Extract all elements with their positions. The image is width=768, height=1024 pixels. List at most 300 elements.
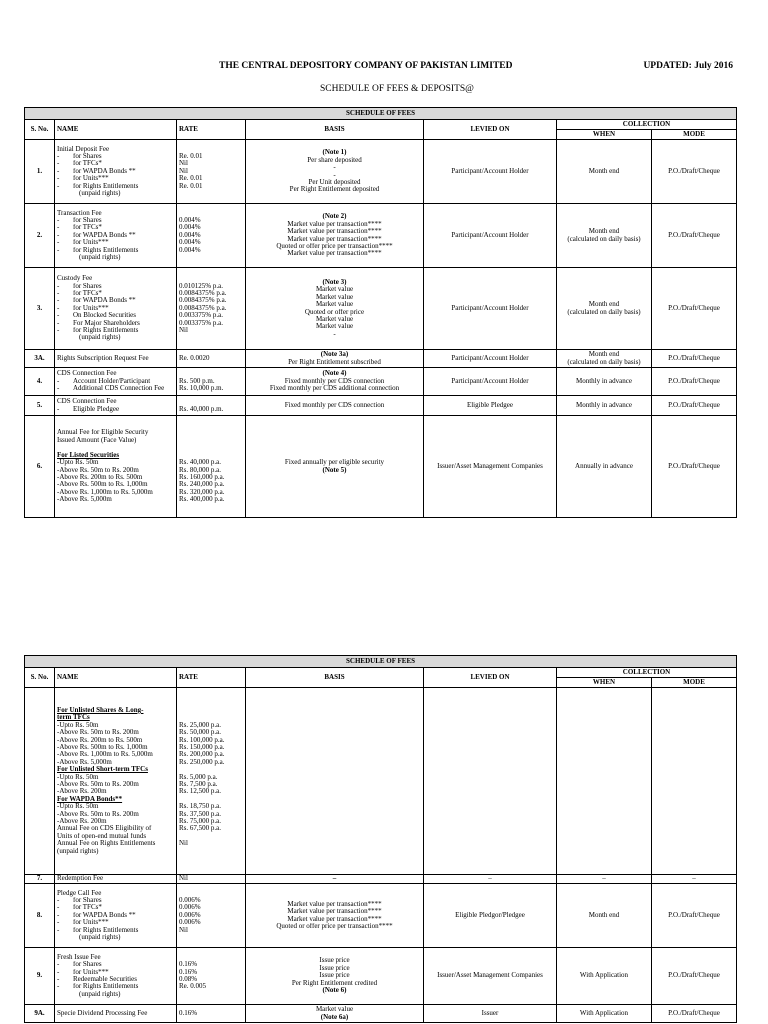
- schedule-title: SCHEDULE OF FEES: [25, 108, 737, 120]
- fee-basis-line: Quoted or offer price: [304, 308, 365, 316]
- fee-name-line: - Additional CDS Connection Fee: [57, 385, 174, 392]
- fee-name-line: Fresh Issue Fee: [57, 953, 101, 961]
- fee-rate-line: Rs. 40,000 p.a.: [179, 459, 221, 467]
- serial-number: 2.: [25, 204, 55, 268]
- fee-name-line: - for Units***: [57, 175, 174, 182]
- col-sno-2: S. No.: [25, 668, 55, 688]
- fee-basis-line: Market value: [315, 293, 354, 301]
- fee-name-line: (unpaid rights): [79, 190, 121, 198]
- fee-rate-line: [179, 334, 243, 341]
- fee-basis-line: Market value per transaction****: [287, 250, 382, 258]
- fee-basis-cell: [246, 875, 424, 884]
- fee-name-line: -Above Rs. 200m to Rs. 500m: [57, 736, 143, 744]
- fee-rate-line: Rs. 500 p.m.: [179, 377, 215, 385]
- fee-name-cell: [55, 948, 177, 1005]
- fee-rate-line: [179, 437, 243, 444]
- fee-rate-line: [179, 766, 243, 773]
- fee-rate-line: 0.003375% p.a.: [179, 319, 223, 327]
- fee-rate-cell: [177, 884, 246, 948]
- serial-number: [25, 688, 55, 875]
- fee-name-line: (unpaid rights): [79, 990, 121, 998]
- fee-basis-cell: [246, 396, 424, 416]
- fee-basis-line: Market value: [315, 286, 354, 294]
- col-rate: RATE: [177, 120, 246, 140]
- levied-on-cell: Participant/Account Holder: [424, 140, 557, 204]
- levied-on-cell: –: [424, 875, 557, 884]
- fee-name-line: - for Shares: [57, 217, 174, 224]
- fee-rate-cell: [177, 350, 246, 368]
- fee-basis-line: Quoted or offer price per transaction****: [276, 922, 393, 930]
- col-sno: S. No.: [25, 120, 55, 140]
- fee-name-cell: [55, 204, 177, 268]
- fee-name-line: - Account Holder/Participant: [57, 378, 174, 385]
- fee-rate-line: 0.003375% p.a.: [179, 312, 223, 320]
- fee-name-line: -Above Rs. 1,000m to Rs. 5,000m: [57, 751, 153, 759]
- fee-basis-line: -: [333, 330, 336, 338]
- fee-name-line: -Above Rs. 5,000m: [57, 758, 112, 766]
- schedule-title-2: SCHEDULE OF FEES: [25, 656, 737, 668]
- fee-rate-line: Nil: [179, 840, 188, 848]
- fee-name-line: -Above Rs. 50m to Rs. 200m: [57, 810, 139, 818]
- fee-name-line: -Above Rs. 200m: [57, 788, 107, 796]
- collection-when-line: –: [602, 875, 606, 883]
- collection-when-cell: [557, 140, 652, 204]
- fee-name-cell: [55, 396, 177, 416]
- fee-basis-line: Issue price: [319, 972, 350, 980]
- fee-rate-line: 0.08%: [179, 976, 198, 983]
- fee-name-line: - for TFCs*: [57, 290, 174, 297]
- fee-rate-line: 0.004%: [179, 231, 201, 239]
- fee-name-line: -Above Rs. 500m to Rs. 1,000m: [57, 481, 148, 489]
- fee-basis-cell: [246, 688, 424, 875]
- fee-name-line: - for Shares: [57, 961, 174, 968]
- fee-name-line: - On Blocked Securities: [57, 312, 174, 319]
- collection-mode-cell: P.O./Draft/Cheque: [652, 396, 737, 416]
- fee-rate-line: [179, 848, 243, 855]
- fee-rate-line: Re. 0.005: [179, 983, 207, 991]
- fee-basis-line: Market value: [315, 323, 354, 331]
- fee-rate-line: 0.16%: [179, 1009, 198, 1017]
- fee-name-line: - for Shares: [57, 897, 174, 904]
- fee-rate-line: 0.004%: [179, 216, 201, 224]
- fee-rate-line: 0.004%: [179, 239, 201, 247]
- fee-name-cell: [55, 875, 177, 884]
- fee-rate-line: 0.0084375% p.a.: [179, 289, 227, 297]
- fee-rate-line: 0.0084375% p.a.: [179, 304, 227, 312]
- fee-name-line: -Above Rs. 500m to Rs. 1,000m: [57, 743, 148, 751]
- fee-name-line: For WAPDA Bonds**: [57, 795, 123, 803]
- fee-rate-line: [179, 146, 243, 153]
- fee-name-line: Pledge Call Fee: [57, 889, 102, 897]
- fee-name-line: For Unlisted Short-term TFCs: [57, 766, 148, 774]
- fee-rate-line: [179, 190, 243, 197]
- fee-rate-line: Rs. 100,000 p.a.: [179, 736, 225, 744]
- fee-basis-line: Fixed annually per eligible security: [284, 459, 385, 467]
- fee-rate-line: [179, 954, 243, 961]
- fee-name-line: - for WAPDA Bonds **: [57, 168, 174, 175]
- fee-name-line: -Above Rs. 50m to Rs. 200m: [57, 729, 139, 737]
- fee-name-cell: [55, 1005, 177, 1023]
- fee-name-line: Issued Amount (Face Value): [57, 436, 137, 444]
- fee-rate-line: [179, 714, 243, 721]
- fee-rate-line: Rs. 80,000 p.a.: [179, 466, 221, 474]
- fee-basis-line: -: [333, 164, 336, 172]
- fee-basis-line: Per Right Entitlement subscribed: [288, 358, 381, 366]
- col-levied-on-2: LEVIED ON: [424, 668, 557, 688]
- fee-name-cell: [55, 140, 177, 204]
- serial-number: 3A.: [25, 350, 55, 368]
- fee-basis-line: Market value: [315, 301, 354, 309]
- fee-rate-cell: [177, 1005, 246, 1023]
- col-collection: COLLECTION: [557, 120, 737, 130]
- fee-rate-line: Rs. 320,000 p.a.: [179, 488, 225, 496]
- fee-name-cell: [55, 884, 177, 948]
- fee-rate-cell: [177, 268, 246, 350]
- fee-rate-cell: [177, 204, 246, 268]
- fee-name-line: - for Rights Entitlements: [57, 183, 174, 190]
- fee-basis-cell: [246, 948, 424, 1005]
- fee-rate-line: Rs. 7,500 p.a.: [179, 781, 218, 788]
- company-title: THE CENTRAL DEPOSITORY COMPANY OF PAKISTAN LIMITED: [219, 61, 513, 71]
- fee-name-line: Rights Subscription Request Fee: [57, 354, 149, 362]
- fee-name-line: - for Units***: [57, 969, 174, 976]
- fee-name-line: [57, 444, 174, 451]
- fee-rate-line: [179, 833, 243, 840]
- fee-name-line: Initial Deposit Fee: [57, 145, 110, 153]
- serial-number: 7.: [25, 875, 55, 884]
- fee-name-cell: [55, 268, 177, 350]
- fee-row: [25, 884, 737, 948]
- fee-rate-line: [179, 254, 243, 261]
- fee-name-line: -Above Rs. 50m to Rs. 200m: [57, 781, 139, 788]
- collection-when-cell: [557, 948, 652, 1005]
- fee-name-line: - for TFCs*: [57, 160, 174, 167]
- fee-basis-line: Market value per transaction****: [287, 915, 382, 923]
- fee-rate-line: [179, 429, 243, 436]
- fee-rate-line: Rs. 18,750 p.a.: [179, 803, 221, 811]
- fee-rate-line: [179, 707, 243, 714]
- fee-name-line: CDS Connection Fee: [57, 370, 117, 378]
- col-when: WHEN: [557, 130, 652, 140]
- fee-rate-line: Rs. 400,000 p.a.: [179, 496, 225, 504]
- fee-name-line: -Upto Rs. 50m: [57, 721, 99, 729]
- fee-name-cell: [55, 688, 177, 875]
- fee-name-cell: [55, 350, 177, 368]
- fee-basis-line: Issue price: [319, 964, 350, 972]
- fee-rate-cell: [177, 368, 246, 396]
- serial-number: 8.: [25, 884, 55, 948]
- fee-name-line: For Unlisted Shares & Long-: [57, 706, 144, 714]
- collection-when-cell: [557, 396, 652, 416]
- fee-basis-line: Issue price: [319, 957, 350, 965]
- fee-name-line: -Above Rs. 200m to Rs. 500m: [57, 473, 143, 481]
- collection-when-line: Month end: [588, 301, 620, 309]
- fee-name-cell: [55, 416, 177, 518]
- fee-name-line: -Upto Rs. 50m: [57, 459, 99, 467]
- fee-name-line: - for Units***: [57, 239, 174, 246]
- collection-when-line: Month end: [588, 351, 620, 359]
- col-mode: MODE: [652, 130, 737, 140]
- fee-basis-cell: [246, 268, 424, 350]
- collection-when-line: Annually in advance: [575, 462, 633, 470]
- fee-rate-line: Rs. 250,000 p.a.: [179, 758, 225, 766]
- fee-name-line: (unpaid rights): [79, 334, 121, 342]
- fee-rate-line: 0.010125% p.a.: [179, 282, 223, 290]
- updated-date: UPDATED: July 2016: [643, 61, 733, 71]
- fee-rate-cell: [177, 948, 246, 1005]
- col-collection-2: COLLECTION: [557, 668, 737, 678]
- fee-name-line: -Above Rs. 5,000m: [57, 496, 112, 504]
- fee-basis-line: (Note 5): [322, 466, 347, 474]
- collection-mode-cell: P.O./Draft/Cheque: [652, 268, 737, 350]
- fee-rate-line: 0.16%: [179, 968, 198, 976]
- collection-mode-cell: [652, 688, 737, 875]
- fee-rate-cell: [177, 688, 246, 875]
- fee-basis-line: (Note 6a): [320, 1013, 349, 1021]
- fee-rate-line: Nil: [179, 167, 188, 175]
- fee-rate-line: [179, 890, 243, 897]
- fee-rate-line: Rs. 67,500 p.a.: [179, 825, 221, 833]
- fee-name-line: - for WAPDA Bonds **: [57, 912, 174, 919]
- fee-name-line: - for Rights Entitlements: [57, 247, 174, 254]
- fee-basis-line: (Note 4): [322, 370, 347, 378]
- fee-rate-line: Re. 0.01: [179, 152, 203, 160]
- collection-mode-cell: P.O./Draft/Cheque: [652, 368, 737, 396]
- fee-basis-line: Fixed monthly per CDS connection: [284, 377, 385, 385]
- fee-rate-line: 0.16%: [179, 961, 198, 969]
- fee-row: [25, 875, 737, 884]
- serial-number: 6.: [25, 416, 55, 518]
- fee-rate-line: Nil: [179, 875, 188, 883]
- fee-rate-line: 0.006%: [179, 911, 201, 919]
- fee-basis-line: -: [333, 171, 336, 179]
- fee-basis-line: (Note 3a): [320, 351, 349, 359]
- fee-name-line: - for WAPDA Bonds **: [57, 232, 174, 239]
- fee-name-cell: [55, 368, 177, 396]
- fee-basis-cell: [246, 140, 424, 204]
- fee-rate-line: Rs. 160,000 p.a.: [179, 473, 225, 481]
- fee-rate-line: [179, 991, 243, 998]
- levied-on-cell: Issuer/Asset Management Companies: [424, 416, 557, 518]
- fee-name-line: Custody Fee: [57, 275, 93, 283]
- fee-name-line: - for Shares: [57, 283, 174, 290]
- fee-basis-line: Market value per transaction****: [287, 220, 382, 228]
- fee-name-line: (unpaid rights): [79, 254, 121, 262]
- fee-row: [25, 416, 737, 518]
- fee-row: [25, 140, 737, 204]
- fee-name-line: - for Rights Entitlements: [57, 327, 174, 334]
- fee-basis-line: (Note 2): [322, 213, 347, 221]
- fee-name-line: - for TFCs*: [57, 904, 174, 911]
- levied-on-cell: Participant/Account Holder: [424, 350, 557, 368]
- fee-rate-line: 0.006%: [179, 896, 201, 904]
- fee-rate-line: Nil: [179, 160, 188, 168]
- fee-basis-line: Market value: [315, 1006, 354, 1014]
- fee-name-line: -Above Rs. 1,000m to Rs. 5,000m: [57, 488, 153, 496]
- collection-mode-cell: P.O./Draft/Cheque: [652, 884, 737, 948]
- collection-when-cell: [557, 350, 652, 368]
- serial-number: 9.: [25, 948, 55, 1005]
- fee-basis-line: Fixed monthly per CDS connection: [284, 401, 385, 409]
- fee-row: [25, 1005, 737, 1023]
- col-levied-on: LEVIED ON: [424, 120, 557, 140]
- fee-rate-line: Re. 0.0020: [179, 354, 210, 362]
- fee-row: [25, 688, 737, 875]
- fee-name-line: - for Units***: [57, 305, 174, 312]
- fee-rate-line: Rs. 5,000 p.a.: [179, 773, 218, 781]
- fee-rate-line: 0.006%: [179, 919, 201, 927]
- fee-rate-line: [179, 796, 243, 803]
- fee-rate-line: Rs. 50,000 p.a.: [179, 729, 221, 737]
- fee-basis-cell: [246, 368, 424, 396]
- fee-rate-line: Rs. 150,000 p.a.: [179, 743, 225, 751]
- levied-on-cell: [424, 688, 557, 875]
- collection-when-line: With Application: [579, 1009, 629, 1017]
- fee-basis-line: Per Right Entitlement deposited: [289, 186, 380, 194]
- fee-name-line: Annual Fee for Eligible Security: [57, 429, 149, 437]
- fee-name-line: - for Units***: [57, 919, 174, 926]
- fee-basis-cell: [246, 350, 424, 368]
- fee-rate-line: Rs. 10,000 p.m.: [179, 385, 224, 393]
- fee-name-line: For Listed Securities: [57, 451, 120, 459]
- collection-when-cell: [557, 368, 652, 396]
- fee-name-line: Units of open-end mutual funds: [57, 832, 147, 840]
- fee-row: [25, 268, 737, 350]
- fee-name-line: Transaction Fee: [57, 209, 102, 217]
- fee-rate-line: 0.006%: [179, 904, 201, 912]
- serial-number: 5.: [25, 396, 55, 416]
- fee-rate-line: [179, 398, 243, 405]
- fee-basis-line: Per Right Entitlement credited: [291, 979, 378, 987]
- fee-rate-line: Re. 0.01: [179, 175, 203, 183]
- levied-on-cell: Participant/Account Holder: [424, 368, 557, 396]
- fee-rate-line: Rs. 12,500 p.a.: [179, 788, 221, 796]
- levied-on-cell: Eligible Pledgee: [424, 396, 557, 416]
- fee-name-line: - for Rights Entitlements: [57, 927, 174, 934]
- fee-basis-line: Market value per transaction****: [287, 235, 382, 243]
- col-mode-2: MODE: [652, 678, 737, 688]
- fee-rate-line: Rs. 40,000 p.m.: [179, 405, 224, 413]
- collection-when-cell: [557, 875, 652, 884]
- fee-rate-cell: [177, 416, 246, 518]
- fee-rate-line: Rs. 25,000 p.a.: [179, 721, 221, 729]
- fee-name-line: (unpaid rights): [57, 847, 99, 855]
- fee-name-line: - for TFCs*: [57, 224, 174, 231]
- fee-rate-line: Re. 0.01: [179, 182, 203, 190]
- fee-rate-cell: [177, 140, 246, 204]
- fees-table-2: [24, 655, 737, 1023]
- collection-when-cell: [557, 688, 652, 875]
- fee-basis-line: Quoted or offer price per transaction****: [276, 242, 393, 250]
- fee-name-line: -Upto Rs. 50m: [57, 803, 99, 811]
- collection-mode-cell: P.O./Draft/Cheque: [652, 350, 737, 368]
- collection-when-line: With Application: [579, 972, 629, 980]
- fee-name-line: CDS Connection Fee: [57, 398, 117, 406]
- col-basis: BASIS: [246, 120, 424, 140]
- fee-basis-line: Fixed monthly per CDS additional connection: [269, 385, 400, 393]
- collection-mode-cell: P.O./Draft/Cheque: [652, 204, 737, 268]
- fee-name-line: - Eligible Pledgee: [57, 406, 174, 413]
- fee-row: [25, 948, 737, 1005]
- fee-rate-line: [179, 452, 243, 459]
- collection-when-cell: [557, 416, 652, 518]
- fee-basis-line: Market value: [315, 315, 354, 323]
- fee-rate-line: [179, 370, 243, 377]
- fee-basis-line: (Note 6): [322, 987, 347, 995]
- fee-rate-line: [179, 444, 243, 451]
- serial-number: 1.: [25, 140, 55, 204]
- collection-when-line: (calculated on daily basis): [567, 358, 641, 366]
- fee-rate-line: Rs. 200,000 p.a.: [179, 751, 225, 759]
- fee-rate-line: [179, 275, 243, 282]
- collection-mode-cell: P.O./Draft/Cheque: [652, 1005, 737, 1023]
- col-when-2: WHEN: [557, 678, 652, 688]
- fee-rate-line: 0.004%: [179, 224, 201, 232]
- col-basis-2: BASIS: [246, 668, 424, 688]
- fee-basis-line: –: [332, 875, 337, 883]
- fee-name-line: Redemption Fee: [57, 875, 104, 883]
- fee-name-line: -Upto Rs. 50m: [57, 773, 99, 781]
- fee-basis-cell: [246, 204, 424, 268]
- fee-name-line: - For Major Shareholders: [57, 320, 174, 327]
- serial-number: 9A.: [25, 1005, 55, 1023]
- fee-basis-line: (Note 1): [322, 149, 347, 157]
- fee-basis-line: Per share deposited: [307, 156, 362, 164]
- col-rate-2: RATE: [177, 668, 246, 688]
- collection-when-line: Monthly in advance: [576, 401, 632, 409]
- collection-when-cell: [557, 884, 652, 948]
- fee-basis-line: Market value per transaction****: [287, 908, 382, 916]
- fee-name-line: (unpaid rights): [79, 934, 121, 942]
- fee-name-line: - Redeemable Securities: [57, 976, 174, 983]
- fee-name-line: Specie Dividend Processing Fee: [57, 1009, 148, 1017]
- fee-rate-line: [179, 210, 243, 217]
- fee-basis-line: Per Unit deposited: [308, 178, 361, 186]
- fee-name-line: term TFCs: [57, 714, 90, 722]
- serial-number: 3.: [25, 268, 55, 350]
- collection-mode-cell: P.O./Draft/Cheque: [652, 416, 737, 518]
- levied-on-cell: Issuer/Asset Management Companies: [424, 948, 557, 1005]
- fee-rate-cell: [177, 875, 246, 884]
- levied-on-cell: Eligible Pledgor/Pledgee: [424, 884, 557, 948]
- collection-mode-cell: –: [652, 875, 737, 884]
- levied-on-cell: Issuer: [424, 1005, 557, 1023]
- fee-name-line: -Above Rs. 50m to Rs. 200m: [57, 466, 139, 474]
- collection-when-cell: [557, 268, 652, 350]
- fee-row: [25, 368, 737, 396]
- fee-name-line: -Above Rs. 200m: [57, 818, 107, 826]
- fee-rate-line: Rs. 240,000 p.a.: [179, 481, 225, 489]
- fee-row: [25, 204, 737, 268]
- fee-row: [25, 350, 737, 368]
- fee-basis-line: Market value per transaction****: [287, 900, 382, 908]
- fees-table-1: [24, 107, 737, 518]
- fee-basis-cell: [246, 416, 424, 518]
- fee-basis-line: (Note 3): [322, 278, 347, 286]
- collection-when-line: Month end: [588, 911, 620, 919]
- col-name: NAME: [55, 120, 177, 140]
- serial-number: 4.: [25, 368, 55, 396]
- collection-when-cell: [557, 204, 652, 268]
- levied-on-cell: Participant/Account Holder: [424, 268, 557, 350]
- collection-when-line: (calculated on daily basis): [567, 308, 641, 316]
- fee-row: [25, 396, 737, 416]
- collection-when-line: Month end: [588, 228, 620, 236]
- levied-on-cell: Participant/Account Holder: [424, 204, 557, 268]
- fee-rate-cell: [177, 396, 246, 416]
- fee-rate-line: 0.0084375% p.a.: [179, 297, 227, 305]
- fee-name-line: - for Shares: [57, 153, 174, 160]
